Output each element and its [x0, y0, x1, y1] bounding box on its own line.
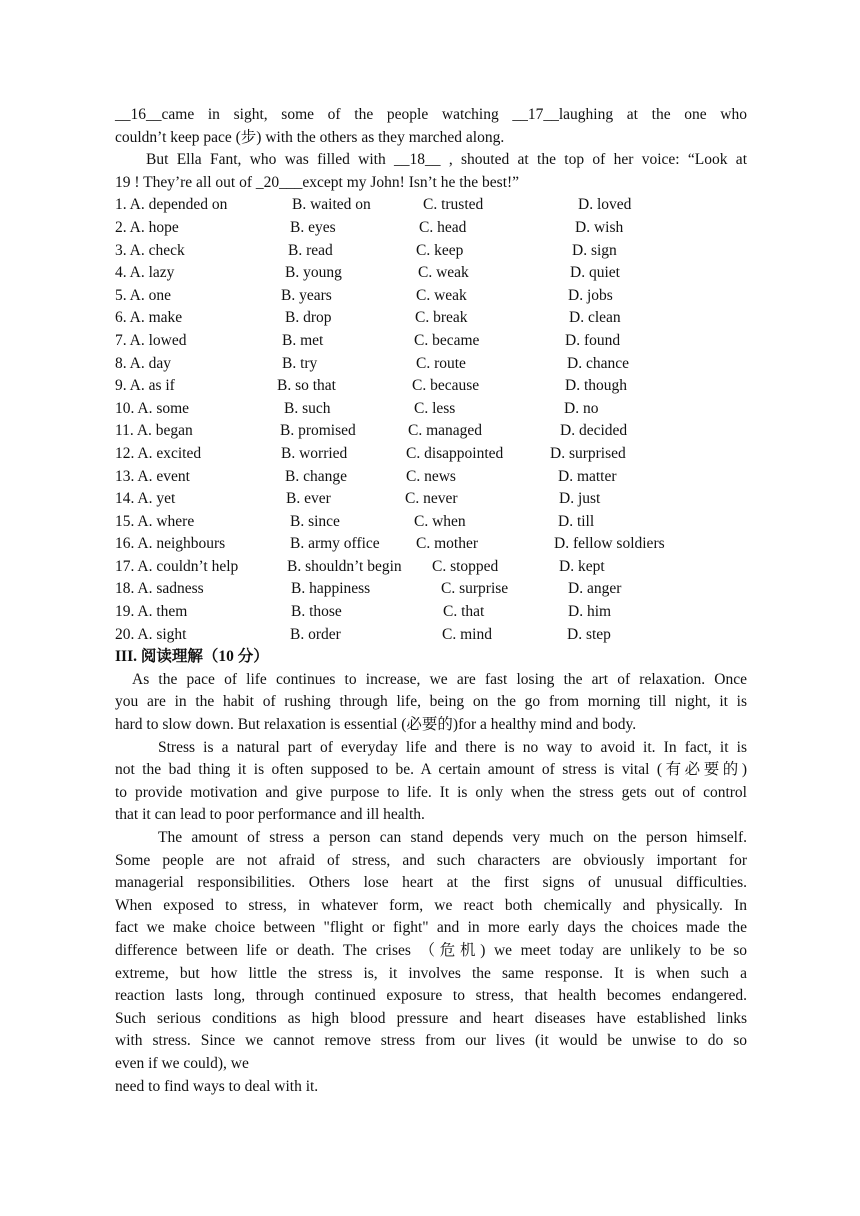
- option-d: D. decided: [560, 422, 628, 440]
- passage-line: reaction lasts long, through continued exposure to stress, that health becomes endangered.: [115, 987, 747, 1005]
- option-b: B. drop: [285, 309, 332, 327]
- passage-line: hard to slow down. But relaxation is essential (必要的)for a healthy mind and body.: [115, 716, 637, 734]
- option-a: 17. A. couldn’t help: [115, 557, 239, 575]
- option-d: D. loved: [578, 196, 632, 214]
- option-d: D. kept: [559, 557, 605, 575]
- option-c: C. stopped: [432, 557, 499, 575]
- question-row: [115, 285, 747, 308]
- option-c: C. trusted: [423, 196, 484, 214]
- option-b: B. shouldn’t begin: [287, 557, 402, 575]
- option-b: B. try: [282, 354, 318, 372]
- option-c: C. keep: [416, 241, 464, 259]
- option-a: 4. A. lazy: [115, 264, 175, 282]
- option-c: C. break: [415, 309, 468, 327]
- passage-line: fact we make choice between "flight or fight" and in more early days the choices made the: [115, 919, 747, 937]
- option-c: C. news: [406, 467, 456, 485]
- option-a: 16. A. neighbours: [115, 535, 226, 553]
- option-d: D. sign: [572, 241, 617, 259]
- option-d: D. though: [565, 377, 627, 395]
- option-c: C. when: [414, 512, 466, 530]
- option-a: 14. A. yet: [115, 490, 176, 508]
- option-a: 12. A. excited: [115, 444, 202, 462]
- question-row: [115, 601, 747, 624]
- option-c: C. less: [414, 399, 456, 417]
- option-a: 9. A. as if: [115, 377, 175, 395]
- option-a: 10. A. some: [115, 399, 190, 417]
- passage-line: even if we could), we: [115, 1054, 249, 1072]
- question-row: [115, 443, 747, 466]
- option-c: C. weak: [416, 286, 467, 304]
- option-d: D. matter: [558, 467, 617, 485]
- option-d: D. surprised: [550, 444, 626, 462]
- exam-page: [115, 104, 747, 1098]
- option-c: C. disappointed: [406, 444, 504, 462]
- option-b: B. so that: [277, 377, 336, 395]
- option-d: D. quiet: [570, 264, 620, 282]
- option-b: B. years: [281, 286, 332, 304]
- option-b: B. promised: [280, 422, 356, 440]
- cloze-line: 19 ! They’re all out of _20___except my John! Isn’t he the best!”: [115, 173, 520, 191]
- option-c: C. route: [416, 354, 466, 372]
- cloze-line: But Ella Fant, who was filled with __18__ , shouted at the top of her voice: “Look at: [146, 151, 747, 169]
- option-a: 15. A. where: [115, 512, 195, 530]
- passage-line: need to find ways to deal with it.: [115, 1077, 319, 1095]
- passage-line: Stress is a natural part of everyday life and there is no way to avoid it. In fact, it is: [158, 738, 747, 756]
- option-c: C. that: [443, 603, 485, 621]
- option-a: 3. A. check: [115, 241, 185, 259]
- option-b: B. those: [291, 603, 342, 621]
- option-d: D. no: [564, 399, 599, 417]
- option-b: B. such: [284, 399, 331, 417]
- option-c: C. never: [405, 490, 458, 508]
- question-row: [115, 262, 747, 285]
- cloze-line: couldn’t keep pace (步) with the others as they marched along.: [115, 128, 505, 146]
- option-c: C. because: [412, 377, 480, 395]
- passage-line: Some people are not afraid of stress, and such characters are obviously important for: [115, 851, 747, 869]
- question-row: [115, 624, 747, 647]
- option-d: D. till: [558, 512, 595, 530]
- option-a: 2. A. hope: [115, 218, 179, 236]
- question-row: [115, 217, 747, 240]
- option-c: C. managed: [408, 422, 483, 440]
- option-d: D. found: [565, 331, 621, 349]
- option-a: 20. A. sight: [115, 625, 187, 643]
- option-c: C. surprise: [441, 580, 509, 598]
- passage-line: As the pace of life continues to increase, we are fast losing the art of relaxation. Once: [132, 670, 747, 688]
- passage-line: that it can lead to poor performance and ill health.: [115, 806, 425, 824]
- option-b: B. ever: [286, 490, 331, 508]
- question-row: [115, 578, 747, 601]
- passage-line: When exposed to stress, in whatever form, we react both chemically and physically. In: [115, 896, 747, 914]
- option-d: D. wish: [575, 218, 624, 236]
- reading-passage: [115, 669, 747, 1098]
- options-list: [115, 194, 747, 646]
- question-row: [115, 466, 747, 489]
- option-d: D. jobs: [568, 286, 613, 304]
- option-b: B. happiness: [291, 580, 371, 598]
- option-b: B. met: [282, 331, 324, 349]
- option-d: D. anger: [568, 580, 622, 598]
- option-d: D. just: [559, 490, 601, 508]
- option-b: B. young: [285, 264, 342, 282]
- option-d: D. step: [567, 625, 611, 643]
- passage-line: Such serious conditions as high blood pressure and heart diseases have established links: [115, 1009, 747, 1027]
- question-row: [115, 353, 747, 376]
- option-d: D. chance: [567, 354, 629, 372]
- question-row: [115, 307, 747, 330]
- passage-line: not the bad thing it is often supposed to be. A certain amount of stress is vital (有必要的): [115, 761, 747, 779]
- passage-line: extreme, but how little the stress is, it involves the same response. It is when such a: [115, 964, 747, 982]
- option-b: B. worried: [281, 444, 348, 462]
- passage-line: to provide motivation and give purpose to life. It is only when the stress gets out of control: [115, 783, 747, 801]
- option-b: B. waited on: [292, 196, 371, 214]
- question-row: [115, 420, 747, 443]
- question-row: [115, 240, 747, 263]
- option-d: D. him: [568, 603, 612, 621]
- option-a: 19. A. them: [115, 603, 188, 621]
- question-row: [115, 398, 747, 421]
- question-row: [115, 511, 747, 534]
- cloze-line: __16__came in sight, some of the people watching __17__laughing at the one who: [115, 106, 747, 123]
- option-a: 11. A. began: [115, 422, 193, 440]
- question-row: [115, 330, 747, 353]
- passage-line: with stress. Since we cannot remove stress from our lives (it would be unwise to do so: [115, 1032, 747, 1050]
- option-a: 7. A. lowed: [115, 331, 187, 349]
- question-row: [115, 533, 747, 556]
- option-a: 13. A. event: [115, 467, 190, 485]
- option-d: D. fellow soldiers: [554, 535, 665, 553]
- question-row: [115, 488, 747, 511]
- option-a: 6. A. make: [115, 309, 183, 327]
- question-row: [115, 194, 747, 217]
- passage-line: The amount of stress a person can stand depends very much on the person himself.: [158, 829, 747, 846]
- option-c: C. head: [419, 218, 467, 236]
- option-b: B. since: [290, 512, 340, 530]
- option-b: B. eyes: [290, 218, 336, 236]
- passage-line: difference between life or death. The crises （危机) we meet today are unlikely to be so: [115, 941, 747, 959]
- question-row: [115, 375, 747, 398]
- option-a: 8. A. day: [115, 354, 171, 372]
- option-a: 5. A. one: [115, 286, 171, 304]
- option-b: B. army office: [290, 535, 380, 553]
- option-c: C. mother: [416, 535, 478, 553]
- option-c: C. mind: [442, 625, 492, 643]
- option-b: B. order: [290, 625, 341, 643]
- option-a: 18. A. sadness: [115, 580, 204, 598]
- option-c: C. became: [414, 331, 480, 349]
- option-a: 1. A. depended on: [115, 196, 228, 214]
- option-b: B. read: [288, 241, 333, 259]
- question-row: [115, 556, 747, 579]
- option-b: B. change: [285, 467, 347, 485]
- option-d: D. clean: [569, 309, 621, 327]
- passage-line: managerial responsibilities. Others lose heart at the first signs of unusual difficulties.: [115, 874, 747, 892]
- option-c: C. weak: [418, 264, 469, 282]
- passage-line: you are in the habit of rushing through life, being on the go from morning till night, it is: [115, 693, 747, 711]
- section-title: III. 阅读理解（10 分）: [115, 648, 269, 666]
